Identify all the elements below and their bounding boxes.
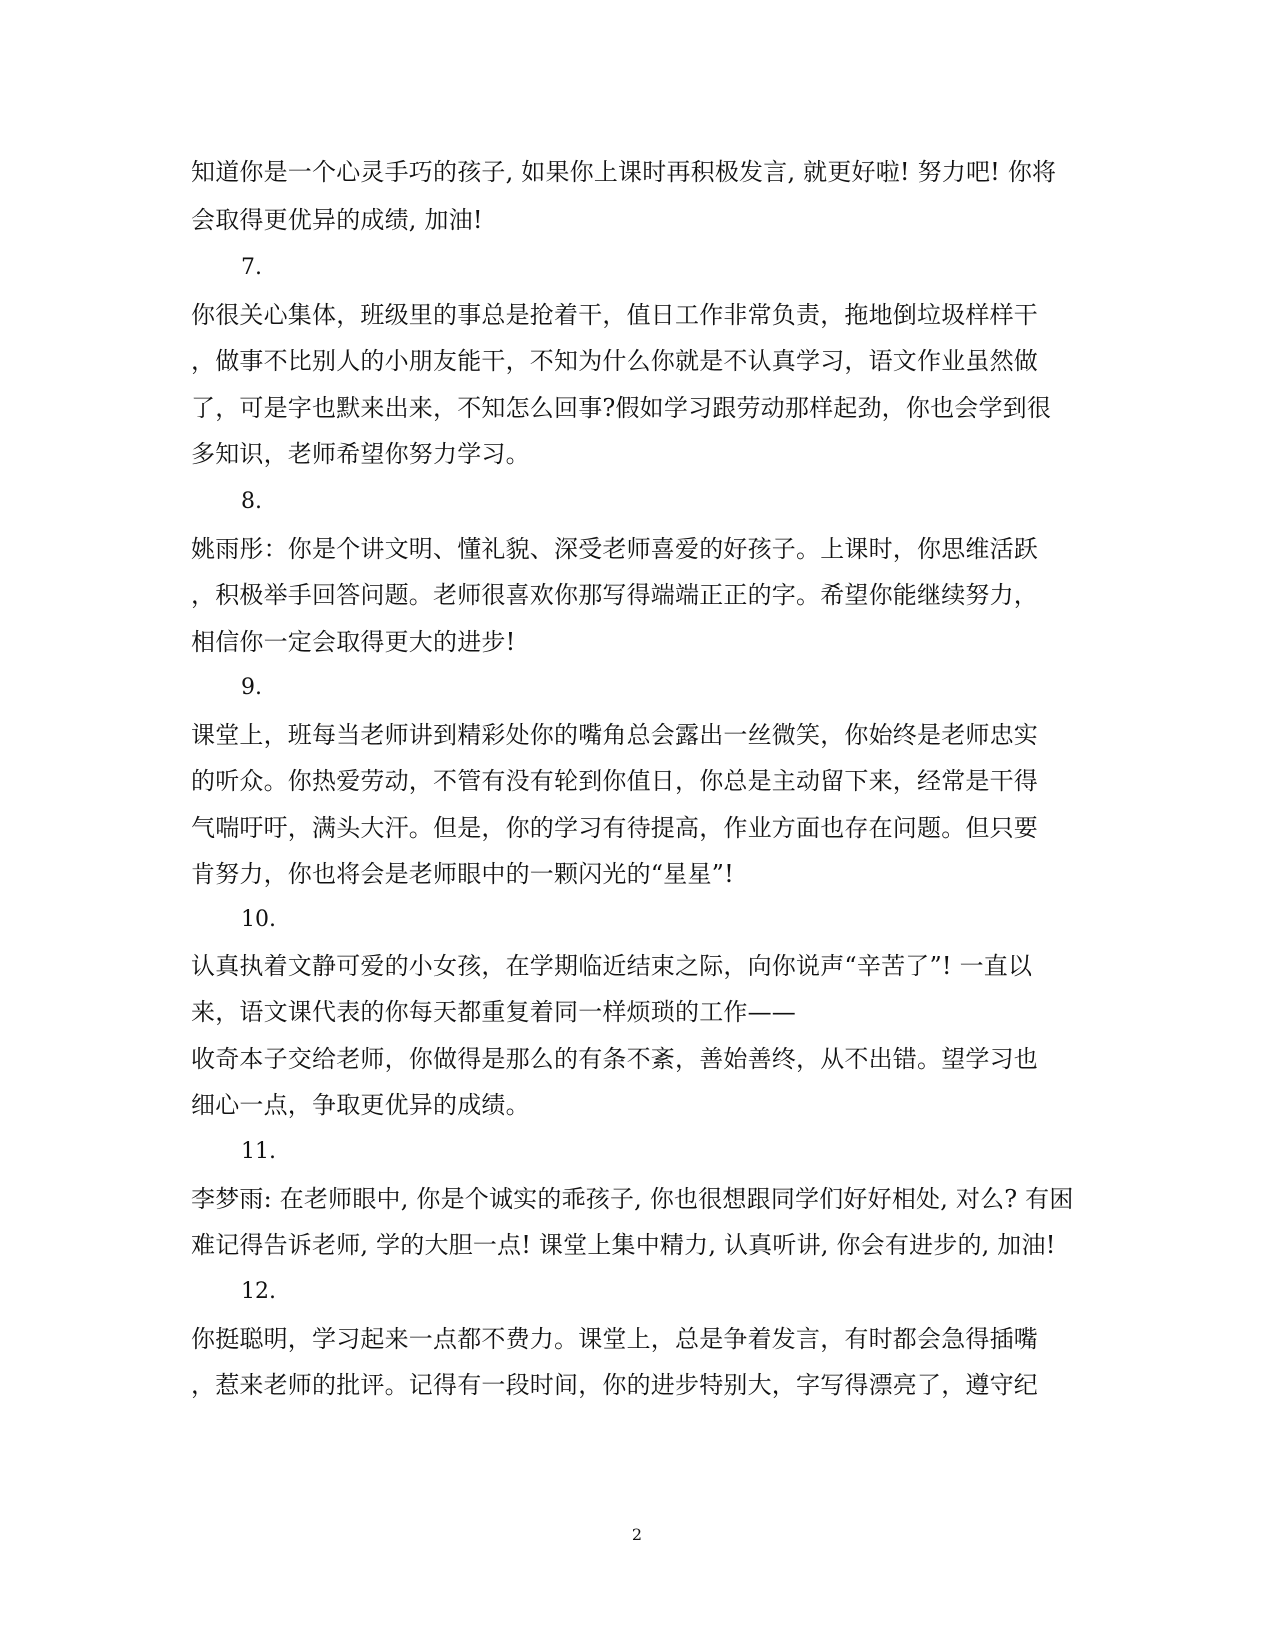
- text-line: 了，可是字也默来出来，不知怎么回事?假如学习跟劳动那样起劲，你也会学到很: [191, 394, 1052, 422]
- text-line: 会取得更优异的成绩, 加油!: [191, 206, 483, 234]
- text-line: 肯努力，你也将会是老师眼中的一颗闪光的“星星”!: [191, 860, 734, 888]
- text-line: 你挺聪明，学习起来一点都不费力。课堂上，总是争着发言，有时都会急得插嘴: [191, 1325, 1038, 1353]
- item-number: 8.: [241, 489, 262, 514]
- text-line: 细心一点，争取更优异的成绩。: [191, 1091, 530, 1119]
- text-line: ，积极举手回答问题。老师很喜欢你那写得端端正正的字。希望你能继续努力，: [191, 581, 1038, 609]
- text-line: 姚雨彤：你是个讲文明、懂礼貌、深受老师喜爱的好孩子。上课时，你思维活跃: [191, 535, 1038, 563]
- text-line: 李梦雨: 在老师眼中, 你是个诚实的乖孩子, 你也很想跟同学们好好相处, 对么? 有困: [191, 1185, 1074, 1213]
- text-line: 来，语文课代表的你每天都重复着同一样烦琐的工作——: [191, 998, 796, 1026]
- item-number: 12.: [241, 1279, 276, 1304]
- text-line: 气喘吁吁，满头大汗。但是，你的学习有待提高，作业方面也存在问题。但只要: [191, 814, 1038, 842]
- item-number: 11.: [241, 1139, 276, 1164]
- text-line: 难记得告诉老师, 学的大胆一点! 课堂上集中精力, 认真听讲, 你会有进步的, 加油!: [191, 1231, 1056, 1259]
- text-line: 你很关心集体，班级里的事总是抢着干，值日工作非常负责，拖地倒垃圾样样干: [191, 301, 1038, 329]
- item-number: 7.: [241, 255, 262, 280]
- item-number: 10.: [241, 907, 276, 932]
- text-line: 相信你一定会取得更大的进步!: [191, 628, 516, 656]
- text-line: ，做事不比别人的小朋友能干，不知为什么你就是不认真学习，语文作业虽然做: [191, 347, 1038, 375]
- item-number: 9.: [241, 675, 262, 700]
- text-line: 知道你是一个心灵手巧的孩子, 如果你上课时再积极发言, 就更好啦! 努力吧! 你将: [191, 158, 1057, 186]
- text-line: ，惹来老师的批评。记得有一段时间，你的进步特别大，字写得漂亮了，遵守纪: [191, 1371, 1038, 1399]
- text-line: 收奇本子交给老师，你做得是那么的有条不紊，善始善终，从不出错。望学习也: [191, 1045, 1038, 1073]
- text-line: 的听众。你热爱劳动，不管有没有轮到你值日，你总是主动留下来，经常是干得: [191, 767, 1038, 795]
- text-line: 多知识，老师希望你努力学习。: [191, 440, 530, 468]
- text-line: 认真执着文静可爱的小女孩，在学期临近结束之际，向你说声“辛苦了”! 一直以: [191, 952, 1033, 980]
- page-number: 2: [631, 1525, 643, 1544]
- text-line: 课堂上，班每当老师讲到精彩处你的嘴角总会露出一丝微笑，你始终是老师忠实: [191, 721, 1038, 749]
